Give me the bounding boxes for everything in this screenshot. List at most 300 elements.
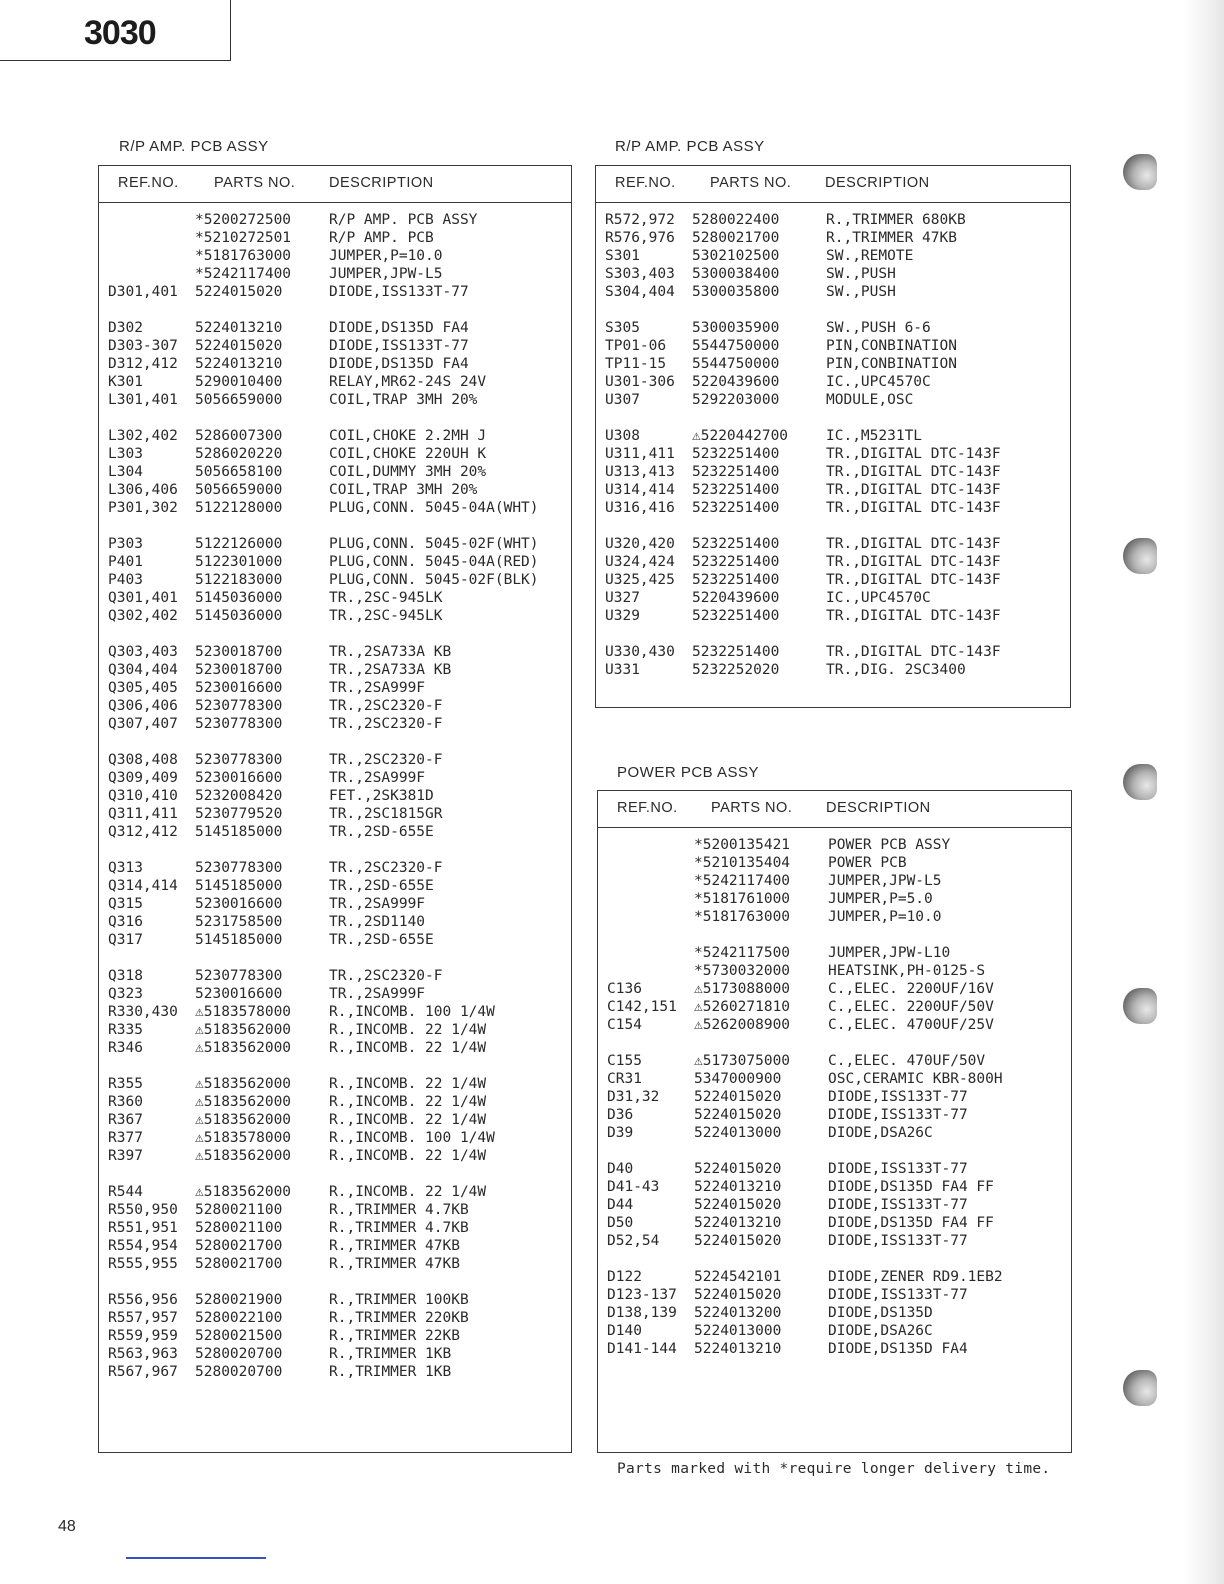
table-row <box>598 1124 1071 1142</box>
description-cell: R.,TRIMMER 220KB <box>329 1310 469 1326</box>
ref-cell: Q308,408 <box>108 752 178 768</box>
part-number-cell: 5224013210 <box>694 1215 782 1231</box>
table-row <box>99 355 571 373</box>
part-number-cell: *5200272500 <box>195 212 292 228</box>
description-cell: DIODE,ISS133T-77 <box>828 1197 968 1213</box>
description-cell: TR.,2SC-945LK <box>329 590 443 606</box>
description-cell: TR.,DIG. 2SC3400 <box>826 662 966 678</box>
ref-cell: U325,425 <box>605 572 675 588</box>
table-row <box>598 854 1071 872</box>
table-row <box>598 1214 1071 1232</box>
description-cell: R.,INCOMB. 22 1/4W <box>329 1148 487 1164</box>
table-row <box>99 787 571 805</box>
table-row <box>598 872 1071 890</box>
ref-cell: Q303,403 <box>108 644 178 660</box>
page-edge-shadow <box>1184 0 1224 1584</box>
ref-cell: L303 <box>108 446 143 462</box>
table-row <box>99 265 571 283</box>
description-cell: TR.,2SC2320-F <box>329 752 443 768</box>
part-number-cell: ⚠5183562000 <box>195 1040 292 1056</box>
description-cell: TR.,2SA999F <box>329 680 426 696</box>
description-cell: JUMPER,P=5.0 <box>828 891 933 907</box>
part-number-cell: 5232251400 <box>692 644 780 660</box>
part-number-cell: 5230016600 <box>195 770 283 786</box>
ref-cell: P301,302 <box>108 500 178 516</box>
table-row <box>99 1291 571 1309</box>
delivery-footnote: Parts marked with *require longer delivery time. <box>617 1461 1051 1477</box>
description-cell: COIL,DUMMY 3MH 20% <box>329 464 487 480</box>
ref-cell: U301-306 <box>605 374 675 390</box>
ref-cell: D41-43 <box>607 1179 660 1195</box>
part-number-cell: 5280020700 <box>195 1364 283 1380</box>
description-cell: TR.,DIGITAL DTC-143F <box>826 446 1001 462</box>
col-ref-header: REF.NO. <box>615 175 676 191</box>
description-cell: PLUG,CONN. 5045-02F(BLK) <box>329 572 539 588</box>
part-number-cell: 5280022100 <box>195 1310 283 1326</box>
description-cell: TR.,2SC1815GR <box>329 806 443 822</box>
description-cell: POWER PCB <box>828 855 907 871</box>
part-number-cell: 5230018700 <box>195 662 283 678</box>
table-row <box>596 553 1070 571</box>
description-cell: SW.,REMOTE <box>826 248 914 264</box>
part-number-cell: 5122126000 <box>195 536 283 552</box>
description-cell: R/P AMP. PCB ASSY <box>329 212 478 228</box>
description-cell: R/P AMP. PCB <box>329 230 434 246</box>
table-header <box>598 791 1071 828</box>
description-cell: MODULE,OSC <box>826 392 914 408</box>
part-number-cell: 5286007300 <box>195 428 283 444</box>
table-row <box>99 571 571 589</box>
right-top-section-title: R/P AMP. PCB ASSY <box>615 138 765 155</box>
part-number-cell: *5242117500 <box>694 945 791 961</box>
description-cell: TR.,2SA733A KB <box>329 662 452 678</box>
ref-cell: Q307,407 <box>108 716 178 732</box>
ref-cell: R355 <box>108 1076 143 1092</box>
part-number-cell: 5230778300 <box>195 716 283 732</box>
ref-cell: D301,401 <box>108 284 178 300</box>
part-number-cell: *5242117400 <box>195 266 292 282</box>
ref-cell: C155 <box>607 1053 642 1069</box>
description-cell: COIL,TRAP 3MH 20% <box>329 392 478 408</box>
part-number-cell: 5347000900 <box>694 1071 782 1087</box>
part-number-cell: 5232251400 <box>692 482 780 498</box>
table-row <box>99 589 571 607</box>
part-number-cell: *5242117400 <box>694 873 791 889</box>
ref-cell: Q317 <box>108 932 143 948</box>
table-row <box>598 1304 1071 1322</box>
part-number-cell: 5122183000 <box>195 572 283 588</box>
description-cell: DIODE,ISS133T-77 <box>828 1287 968 1303</box>
row-group <box>99 643 571 733</box>
table-row <box>99 1039 571 1057</box>
part-number-cell: 5220439600 <box>692 590 780 606</box>
part-number-cell: 5232251400 <box>692 500 780 516</box>
table-row <box>598 1088 1071 1106</box>
table-row <box>99 247 571 265</box>
ref-cell: Q315 <box>108 896 143 912</box>
ref-cell: D39 <box>607 1125 634 1141</box>
description-cell: TR.,2SC2320-F <box>329 716 443 732</box>
table-row <box>99 445 571 463</box>
part-number-cell: 5280021700 <box>195 1238 283 1254</box>
table-row <box>99 715 571 733</box>
ref-cell: Q304,404 <box>108 662 178 678</box>
part-number-cell: 5290010400 <box>195 374 283 390</box>
col-ref-header: REF.NO. <box>118 175 179 191</box>
ref-cell: U314,414 <box>605 482 675 498</box>
table-row <box>99 481 571 499</box>
part-number-cell: ⚠5183562000 <box>195 1022 292 1038</box>
table-row <box>99 319 571 337</box>
table-body <box>598 828 1071 1358</box>
part-number-cell: 5145036000 <box>195 608 283 624</box>
part-number-cell: *5181763000 <box>694 909 791 925</box>
description-cell: R.,TRIMMER 4.7KB <box>329 1220 469 1236</box>
row-group <box>99 319 571 409</box>
part-number-cell: 5056658100 <box>195 464 283 480</box>
ref-cell: R397 <box>108 1148 143 1164</box>
part-number-cell: 5280021500 <box>195 1328 283 1344</box>
table-row <box>598 1322 1071 1340</box>
part-number-cell: ⚠5260271810 <box>694 999 791 1015</box>
part-number-cell: 5280020700 <box>195 1346 283 1362</box>
description-cell: TR.,2SD-655E <box>329 824 434 840</box>
description-cell: DIODE,ZENER RD9.1EB2 <box>828 1269 1003 1285</box>
row-group <box>598 836 1071 926</box>
part-number-cell: 5300035800 <box>692 284 780 300</box>
ref-cell: Q310,410 <box>108 788 178 804</box>
part-number-cell: 5224015020 <box>694 1161 782 1177</box>
table-row <box>596 211 1070 229</box>
part-number-cell: 5224013210 <box>694 1341 782 1357</box>
table-row <box>596 463 1070 481</box>
row-group <box>99 1075 571 1165</box>
row-group <box>99 751 571 841</box>
ref-cell: D123-137 <box>607 1287 677 1303</box>
part-number-cell: 5230778300 <box>195 698 283 714</box>
row-group <box>99 427 571 517</box>
description-cell: TR.,DIGITAL DTC-143F <box>826 554 1001 570</box>
row-group <box>99 967 571 1057</box>
ref-cell: D44 <box>607 1197 634 1213</box>
table-row <box>596 319 1070 337</box>
row-group <box>596 211 1070 301</box>
description-cell: TR.,2SA999F <box>329 896 426 912</box>
part-number-cell: 5056659000 <box>195 392 283 408</box>
col-parts-header: PARTS NO. <box>711 800 793 816</box>
ref-cell: R335 <box>108 1022 143 1038</box>
description-cell: PLUG,CONN. 5045-02F(WHT) <box>329 536 539 552</box>
description-cell: DIODE,DS135D FA4 <box>329 320 469 336</box>
part-number-cell: 5300038400 <box>692 266 780 282</box>
part-number-cell: 5302102500 <box>692 248 780 264</box>
col-desc-header: DESCRIPTION <box>329 175 434 191</box>
part-number-cell: 5544750000 <box>692 338 780 354</box>
description-cell: DIODE,ISS133T-77 <box>828 1089 968 1105</box>
description-cell: JUMPER,JPW-L10 <box>828 945 951 961</box>
ref-cell: C142,151 <box>607 999 677 1015</box>
description-cell: JUMPER,P=10.0 <box>828 909 942 925</box>
part-number-cell: 5224015020 <box>195 338 283 354</box>
part-number-cell: ⚠5183562000 <box>195 1076 292 1092</box>
description-cell: DIODE,DSA26C <box>828 1125 933 1141</box>
right-bottom-parts-table <box>597 790 1072 1453</box>
table-row <box>598 1232 1071 1250</box>
description-cell: DIODE,ISS133T-77 <box>329 284 469 300</box>
description-cell: PLUG,CONN. 5045-04A(RED) <box>329 554 539 570</box>
description-cell: TR.,DIGITAL DTC-143F <box>826 644 1001 660</box>
table-row <box>596 661 1070 679</box>
table-row <box>596 481 1070 499</box>
table-row <box>99 427 571 445</box>
description-cell: C.,ELEC. 2200UF/50V <box>828 999 994 1015</box>
description-cell: SW.,PUSH 6-6 <box>826 320 931 336</box>
table-row <box>99 1201 571 1219</box>
table-row <box>598 1196 1071 1214</box>
ref-cell: TP11-15 <box>605 356 667 372</box>
col-ref-header: REF.NO. <box>617 800 678 816</box>
ref-cell: R559,959 <box>108 1328 178 1344</box>
part-number-cell: 5056659000 <box>195 482 283 498</box>
ref-cell: D50 <box>607 1215 634 1231</box>
description-cell: R.,TRIMMER 47KB <box>826 230 957 246</box>
table-row <box>99 859 571 877</box>
part-number-cell: 5232251400 <box>692 608 780 624</box>
part-number-cell: 5230016600 <box>195 680 283 696</box>
ref-cell: R572,972 <box>605 212 675 228</box>
ref-cell: L301,401 <box>108 392 178 408</box>
description-cell: R.,TRIMMER 47KB <box>329 1238 460 1254</box>
row-group <box>99 1291 571 1381</box>
description-cell: OSC,CERAMIC KBR-800H <box>828 1071 1003 1087</box>
description-cell: DIODE,DS135D FA4 <box>828 1341 968 1357</box>
description-cell: TR.,DIGITAL DTC-143F <box>826 482 1001 498</box>
ref-cell: Q311,411 <box>108 806 178 822</box>
table-row <box>99 1327 571 1345</box>
ref-cell: S301 <box>605 248 640 264</box>
part-number-cell: 5230016600 <box>195 986 283 1002</box>
part-number-cell: 5230778300 <box>195 752 283 768</box>
description-cell: FET.,2SK381D <box>329 788 434 804</box>
part-number-cell: 5231758500 <box>195 914 283 930</box>
description-cell: C.,ELEC. 2200UF/16V <box>828 981 994 997</box>
col-desc-header: DESCRIPTION <box>826 800 931 816</box>
description-cell: DIODE,DS135D FA4 FF <box>828 1179 994 1195</box>
col-desc-header: DESCRIPTION <box>825 175 930 191</box>
part-number-cell: 5145185000 <box>195 878 283 894</box>
ref-cell: D40 <box>607 1161 634 1177</box>
table-row <box>99 373 571 391</box>
description-cell: R.,TRIMMER 1KB <box>329 1346 452 1362</box>
ref-cell: Q313 <box>108 860 143 876</box>
part-number-cell: 5230016600 <box>195 896 283 912</box>
ref-cell: R557,957 <box>108 1310 178 1326</box>
ref-cell: R554,954 <box>108 1238 178 1254</box>
table-row <box>99 769 571 787</box>
description-cell: TR.,DIGITAL DTC-143F <box>826 464 1001 480</box>
part-number-cell: 5224015020 <box>195 284 283 300</box>
ref-cell: R576,976 <box>605 230 675 246</box>
table-row <box>598 944 1071 962</box>
part-number-cell: 5232251400 <box>692 464 780 480</box>
table-row <box>99 211 571 229</box>
table-row <box>598 962 1071 980</box>
description-cell: JUMPER,P=10.0 <box>329 248 443 264</box>
table-row <box>99 1111 571 1129</box>
ref-cell: S304,404 <box>605 284 675 300</box>
description-cell: DIODE,ISS133T-77 <box>329 338 469 354</box>
table-row <box>598 1340 1071 1358</box>
description-cell: PLUG,CONN. 5045-04A(WHT) <box>329 500 539 516</box>
table-row <box>99 1363 571 1381</box>
table-row <box>598 908 1071 926</box>
description-cell: DIODE,DSA26C <box>828 1323 933 1339</box>
ref-cell: Q309,409 <box>108 770 178 786</box>
description-cell: COIL,CHOKE 220UH K <box>329 446 487 462</box>
table-row <box>99 1021 571 1039</box>
table-row <box>596 589 1070 607</box>
ref-cell: D31,32 <box>607 1089 660 1105</box>
description-cell: IC.,UPC4570C <box>826 374 931 390</box>
table-row <box>598 1106 1071 1124</box>
table-row <box>99 337 571 355</box>
part-number-cell: ⚠5220442700 <box>692 428 789 444</box>
table-row <box>99 1345 571 1363</box>
binder-hole <box>1123 1370 1157 1406</box>
model-box <box>0 0 231 61</box>
table-row <box>99 805 571 823</box>
row-group <box>99 859 571 949</box>
part-number-cell: 5232251400 <box>692 446 780 462</box>
ref-cell: Q316 <box>108 914 143 930</box>
table-row <box>598 1178 1071 1196</box>
binder-hole <box>1123 538 1157 574</box>
table-row <box>596 445 1070 463</box>
table-row <box>596 265 1070 283</box>
ref-cell: Q314,414 <box>108 878 178 894</box>
part-number-cell: 5230778300 <box>195 860 283 876</box>
ref-cell: Q301,401 <box>108 590 178 606</box>
part-number-cell: 5224013210 <box>694 1179 782 1195</box>
ref-cell: C154 <box>607 1017 642 1033</box>
table-row <box>99 553 571 571</box>
table-row <box>99 697 571 715</box>
description-cell: R.,INCOMB. 22 1/4W <box>329 1112 487 1128</box>
row-group <box>99 211 571 301</box>
description-cell: TR.,2SC2320-F <box>329 698 443 714</box>
description-cell: DIODE,DS135D <box>828 1305 933 1321</box>
ref-cell: R550,950 <box>108 1202 178 1218</box>
part-number-cell: 5280021100 <box>195 1220 283 1236</box>
ref-cell: U330,430 <box>605 644 675 660</box>
part-number-cell: 5224013000 <box>694 1323 782 1339</box>
table-row <box>596 607 1070 625</box>
ref-cell: U316,416 <box>605 500 675 516</box>
binder-hole <box>1123 988 1157 1024</box>
table-row <box>598 1268 1071 1286</box>
table-row <box>598 1286 1071 1304</box>
part-number-cell: *5210272501 <box>195 230 292 246</box>
right-bottom-section-title: POWER PCB ASSY <box>617 764 760 781</box>
ref-cell: D52,54 <box>607 1233 660 1249</box>
description-cell: R.,TRIMMER 680KB <box>826 212 966 228</box>
description-cell: POWER PCB ASSY <box>828 837 951 853</box>
part-number-cell: 5232251400 <box>692 554 780 570</box>
table-row <box>99 931 571 949</box>
table-row <box>596 337 1070 355</box>
ref-cell: R346 <box>108 1040 143 1056</box>
part-number-cell: 5224015020 <box>694 1089 782 1105</box>
part-number-cell: ⚠5183562000 <box>195 1094 292 1110</box>
ref-cell: Q306,406 <box>108 698 178 714</box>
table-body <box>99 203 571 1381</box>
table-row <box>99 985 571 1003</box>
ref-cell: D36 <box>607 1107 634 1123</box>
table-row <box>598 1016 1071 1034</box>
ref-cell: U331 <box>605 662 640 678</box>
table-row <box>596 427 1070 445</box>
table-row <box>596 355 1070 373</box>
description-cell: TR.,2SA733A KB <box>329 644 452 660</box>
ref-cell: L302,402 <box>108 428 178 444</box>
ref-cell: U308 <box>605 428 640 444</box>
part-number-cell: 5232251400 <box>692 572 780 588</box>
ref-cell: R556,956 <box>108 1292 178 1308</box>
table-row <box>596 283 1070 301</box>
table-row <box>99 661 571 679</box>
table-row <box>99 283 571 301</box>
description-cell: C.,ELEC. 4700UF/25V <box>828 1017 994 1033</box>
description-cell: R.,INCOMB. 22 1/4W <box>329 1022 487 1038</box>
ref-cell: C136 <box>607 981 642 997</box>
description-cell: TR.,2SC2320-F <box>329 968 443 984</box>
page-number: 48 <box>58 1518 76 1535</box>
part-number-cell: 5122301000 <box>195 554 283 570</box>
table-row <box>99 1075 571 1093</box>
table-row <box>598 836 1071 854</box>
ref-cell: Q312,412 <box>108 824 178 840</box>
description-cell: TR.,2SD1140 <box>329 914 426 930</box>
row-group <box>598 1268 1071 1358</box>
ref-cell: P403 <box>108 572 143 588</box>
table-header <box>99 166 571 203</box>
part-number-cell: *5181763000 <box>195 248 292 264</box>
table-row <box>598 890 1071 908</box>
ref-cell: D303-307 <box>108 338 178 354</box>
ref-cell: Q318 <box>108 968 143 984</box>
binder-hole <box>1123 764 1157 800</box>
part-number-cell: 5544750000 <box>692 356 780 372</box>
table-row <box>99 1309 571 1327</box>
part-number-cell: 5145036000 <box>195 590 283 606</box>
table-row <box>598 1070 1071 1088</box>
description-cell: R.,TRIMMER 22KB <box>329 1328 460 1344</box>
description-cell: PIN,CONBINATION <box>826 356 957 372</box>
ref-cell: D302 <box>108 320 143 336</box>
table-row <box>99 229 571 247</box>
ref-cell: D312,412 <box>108 356 178 372</box>
part-number-cell: 5286020220 <box>195 446 283 462</box>
part-number-cell: 5280021100 <box>195 1202 283 1218</box>
part-number-cell: ⚠5183562000 <box>195 1112 292 1128</box>
row-group <box>99 535 571 625</box>
description-cell: R.,TRIMMER 100KB <box>329 1292 469 1308</box>
part-number-cell: *5181761000 <box>694 891 791 907</box>
part-number-cell: ⚠5262008900 <box>694 1017 791 1033</box>
ref-cell: R544 <box>108 1184 143 1200</box>
description-cell: DIODE,ISS133T-77 <box>828 1233 968 1249</box>
table-row <box>99 1255 571 1273</box>
